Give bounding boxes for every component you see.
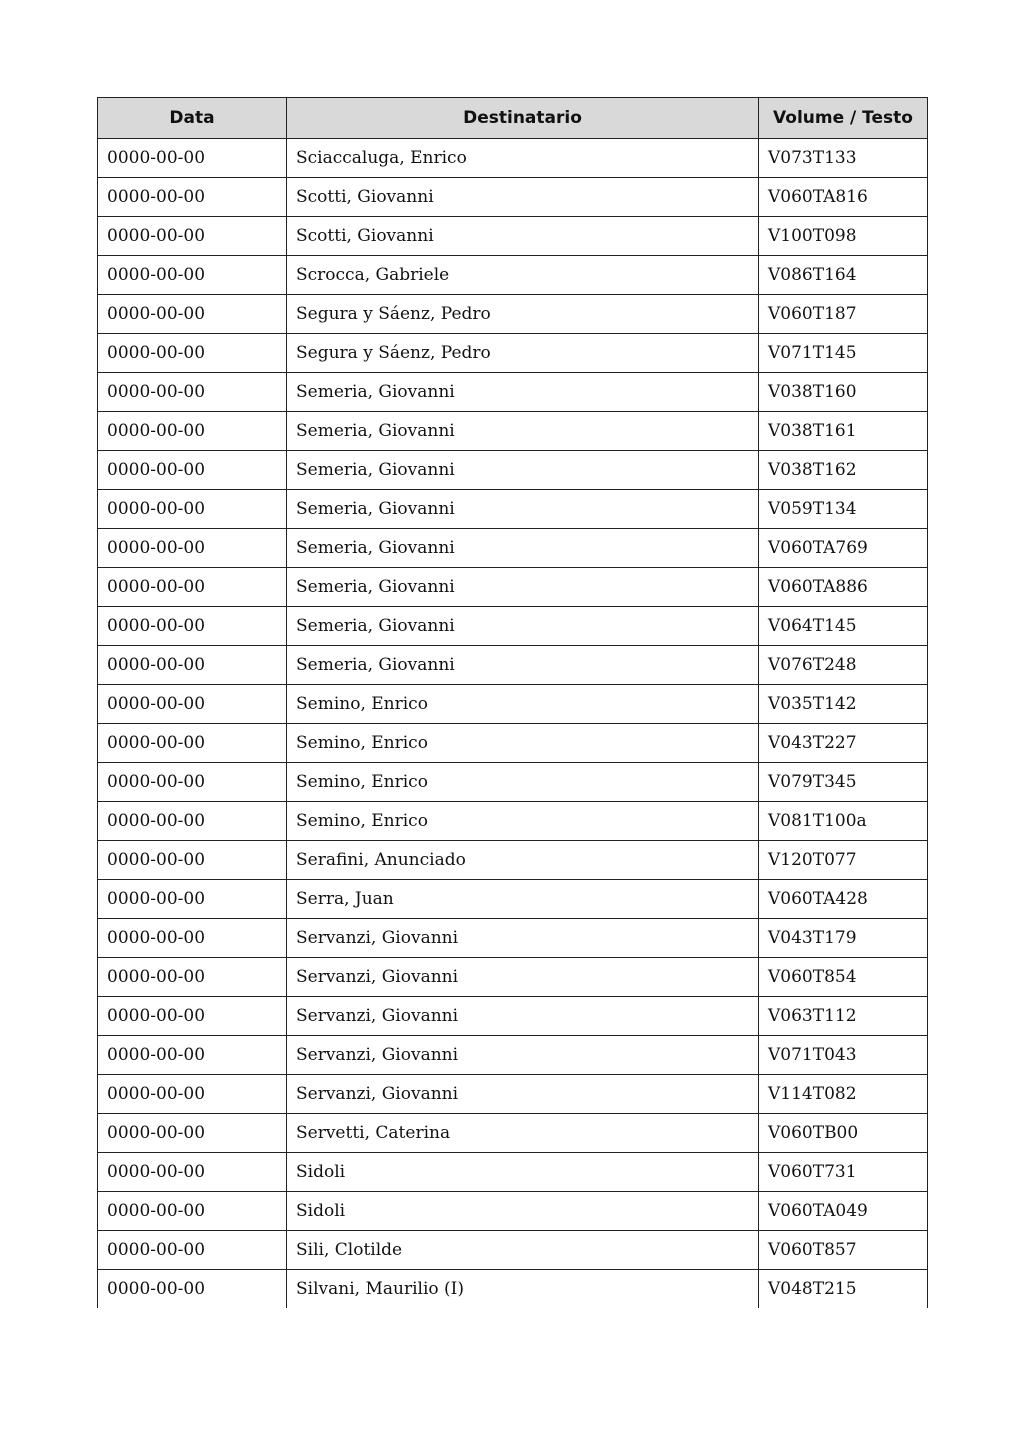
- cell-destinatario: Servanzi, Giovanni: [287, 958, 759, 997]
- cell-date: 0000-00-00: [98, 841, 287, 880]
- cell-volume-testo: V038T162: [759, 451, 928, 490]
- table-row: [98, 607, 928, 646]
- cell-volume-testo: V086T164: [759, 256, 928, 295]
- table-row: [98, 1075, 928, 1114]
- table-row: [98, 802, 928, 841]
- table-row: [98, 1192, 928, 1231]
- cell-volume-testo: V060TA428: [759, 880, 928, 919]
- cell-volume-testo: V038T161: [759, 412, 928, 451]
- cell-destinatario: Semeria, Giovanni: [287, 490, 759, 529]
- table-row: [98, 880, 928, 919]
- cell-date: 0000-00-00: [98, 763, 287, 802]
- cell-date: 0000-00-00: [98, 685, 287, 724]
- cell-volume-testo: V079T345: [759, 763, 928, 802]
- table-row: [98, 568, 928, 607]
- cell-date: 0000-00-00: [98, 919, 287, 958]
- cell-volume-testo: V060TA049: [759, 1192, 928, 1231]
- cell-destinatario: Scotti, Giovanni: [287, 178, 759, 217]
- table-row: [98, 1270, 928, 1309]
- cell-date: 0000-00-00: [98, 451, 287, 490]
- table-row: [98, 724, 928, 763]
- cell-destinatario: Semeria, Giovanni: [287, 373, 759, 412]
- cell-destinatario: Servanzi, Giovanni: [287, 997, 759, 1036]
- cell-destinatario: Scotti, Giovanni: [287, 217, 759, 256]
- table-row: [98, 646, 928, 685]
- cell-date: 0000-00-00: [98, 724, 287, 763]
- cell-destinatario: Semino, Enrico: [287, 724, 759, 763]
- cell-volume-testo: V063T112: [759, 997, 928, 1036]
- cell-destinatario: Segura y Sáenz, Pedro: [287, 295, 759, 334]
- table-row: [98, 295, 928, 334]
- cell-volume-testo: V060TB00: [759, 1114, 928, 1153]
- cell-destinatario: Semeria, Giovanni: [287, 646, 759, 685]
- cell-volume-testo: V060T187: [759, 295, 928, 334]
- header-destinatario: Destinatario: [287, 98, 759, 139]
- cell-date: 0000-00-00: [98, 1270, 287, 1309]
- cell-destinatario: Servanzi, Giovanni: [287, 919, 759, 958]
- table-row: [98, 685, 928, 724]
- table-row: [98, 373, 928, 412]
- cell-destinatario: Scrocca, Gabriele: [287, 256, 759, 295]
- letters-table: [97, 97, 928, 1308]
- cell-volume-testo: V081T100a: [759, 802, 928, 841]
- table-row: [98, 451, 928, 490]
- cell-date: 0000-00-00: [98, 997, 287, 1036]
- table-row: [98, 256, 928, 295]
- cell-date: 0000-00-00: [98, 334, 287, 373]
- cell-date: 0000-00-00: [98, 529, 287, 568]
- cell-date: 0000-00-00: [98, 802, 287, 841]
- table-row: [98, 997, 928, 1036]
- table-row: [98, 919, 928, 958]
- cell-volume-testo: V060TA769: [759, 529, 928, 568]
- cell-volume-testo: V060T854: [759, 958, 928, 997]
- cell-volume-testo: V060TA886: [759, 568, 928, 607]
- cell-volume-testo: V038T160: [759, 373, 928, 412]
- cell-date: 0000-00-00: [98, 568, 287, 607]
- cell-date: 0000-00-00: [98, 958, 287, 997]
- cell-volume-testo: V048T215: [759, 1270, 928, 1309]
- cell-date: 0000-00-00: [98, 178, 287, 217]
- table-body: [98, 139, 928, 1309]
- cell-date: 0000-00-00: [98, 490, 287, 529]
- cell-destinatario: Semeria, Giovanni: [287, 568, 759, 607]
- cell-date: 0000-00-00: [98, 1231, 287, 1270]
- cell-destinatario: Servanzi, Giovanni: [287, 1075, 759, 1114]
- cell-volume-testo: V043T227: [759, 724, 928, 763]
- table-row: [98, 178, 928, 217]
- cell-volume-testo: V060T731: [759, 1153, 928, 1192]
- cell-destinatario: Semeria, Giovanni: [287, 412, 759, 451]
- cell-volume-testo: V100T098: [759, 217, 928, 256]
- table-row: [98, 958, 928, 997]
- cell-volume-testo: V076T248: [759, 646, 928, 685]
- cell-destinatario: Segura y Sáenz, Pedro: [287, 334, 759, 373]
- cell-destinatario: Semino, Enrico: [287, 685, 759, 724]
- cell-date: 0000-00-00: [98, 139, 287, 178]
- cell-destinatario: Serra, Juan: [287, 880, 759, 919]
- cell-volume-testo: V059T134: [759, 490, 928, 529]
- cell-date: 0000-00-00: [98, 373, 287, 412]
- table-row: [98, 412, 928, 451]
- cell-destinatario: Semeria, Giovanni: [287, 607, 759, 646]
- cell-volume-testo: V120T077: [759, 841, 928, 880]
- header-volume-testo: Volume / Testo: [759, 98, 928, 139]
- table-row: [98, 529, 928, 568]
- cell-date: 0000-00-00: [98, 256, 287, 295]
- cell-destinatario: Semeria, Giovanni: [287, 451, 759, 490]
- table-row: [98, 490, 928, 529]
- cell-destinatario: Sciaccaluga, Enrico: [287, 139, 759, 178]
- cell-destinatario: Sili, Clotilde: [287, 1231, 759, 1270]
- cell-volume-testo: V114T082: [759, 1075, 928, 1114]
- cell-date: 0000-00-00: [98, 217, 287, 256]
- cell-destinatario: Servetti, Caterina: [287, 1114, 759, 1153]
- cell-destinatario: Semeria, Giovanni: [287, 529, 759, 568]
- cell-date: 0000-00-00: [98, 295, 287, 334]
- table-row: [98, 1153, 928, 1192]
- table-header-row: [98, 98, 928, 139]
- cell-date: 0000-00-00: [98, 1114, 287, 1153]
- table-row: [98, 217, 928, 256]
- cell-destinatario: Sidoli: [287, 1192, 759, 1231]
- cell-destinatario: Semino, Enrico: [287, 763, 759, 802]
- header-data: Data: [98, 98, 287, 139]
- cell-destinatario: Semino, Enrico: [287, 802, 759, 841]
- cell-volume-testo: V071T043: [759, 1036, 928, 1075]
- cell-volume-testo: V035T142: [759, 685, 928, 724]
- cell-destinatario: Sidoli: [287, 1153, 759, 1192]
- cell-date: 0000-00-00: [98, 1192, 287, 1231]
- table-row: [98, 334, 928, 373]
- table-row: [98, 841, 928, 880]
- cell-destinatario: Silvani, Maurilio (I): [287, 1270, 759, 1309]
- cell-volume-testo: V071T145: [759, 334, 928, 373]
- table-row: [98, 763, 928, 802]
- cell-volume-testo: V060TA816: [759, 178, 928, 217]
- cell-volume-testo: V043T179: [759, 919, 928, 958]
- cell-volume-testo: V064T145: [759, 607, 928, 646]
- cell-volume-testo: V060T857: [759, 1231, 928, 1270]
- table-row: [98, 1114, 928, 1153]
- cell-date: 0000-00-00: [98, 607, 287, 646]
- cell-date: 0000-00-00: [98, 412, 287, 451]
- table-row: [98, 139, 928, 178]
- cell-destinatario: Servanzi, Giovanni: [287, 1036, 759, 1075]
- cell-date: 0000-00-00: [98, 646, 287, 685]
- cell-date: 0000-00-00: [98, 1036, 287, 1075]
- table-row: [98, 1036, 928, 1075]
- cell-date: 0000-00-00: [98, 1075, 287, 1114]
- cell-date: 0000-00-00: [98, 1153, 287, 1192]
- cell-destinatario: Serafini, Anunciado: [287, 841, 759, 880]
- cell-date: 0000-00-00: [98, 880, 287, 919]
- table-row: [98, 1231, 928, 1270]
- cell-volume-testo: V073T133: [759, 139, 928, 178]
